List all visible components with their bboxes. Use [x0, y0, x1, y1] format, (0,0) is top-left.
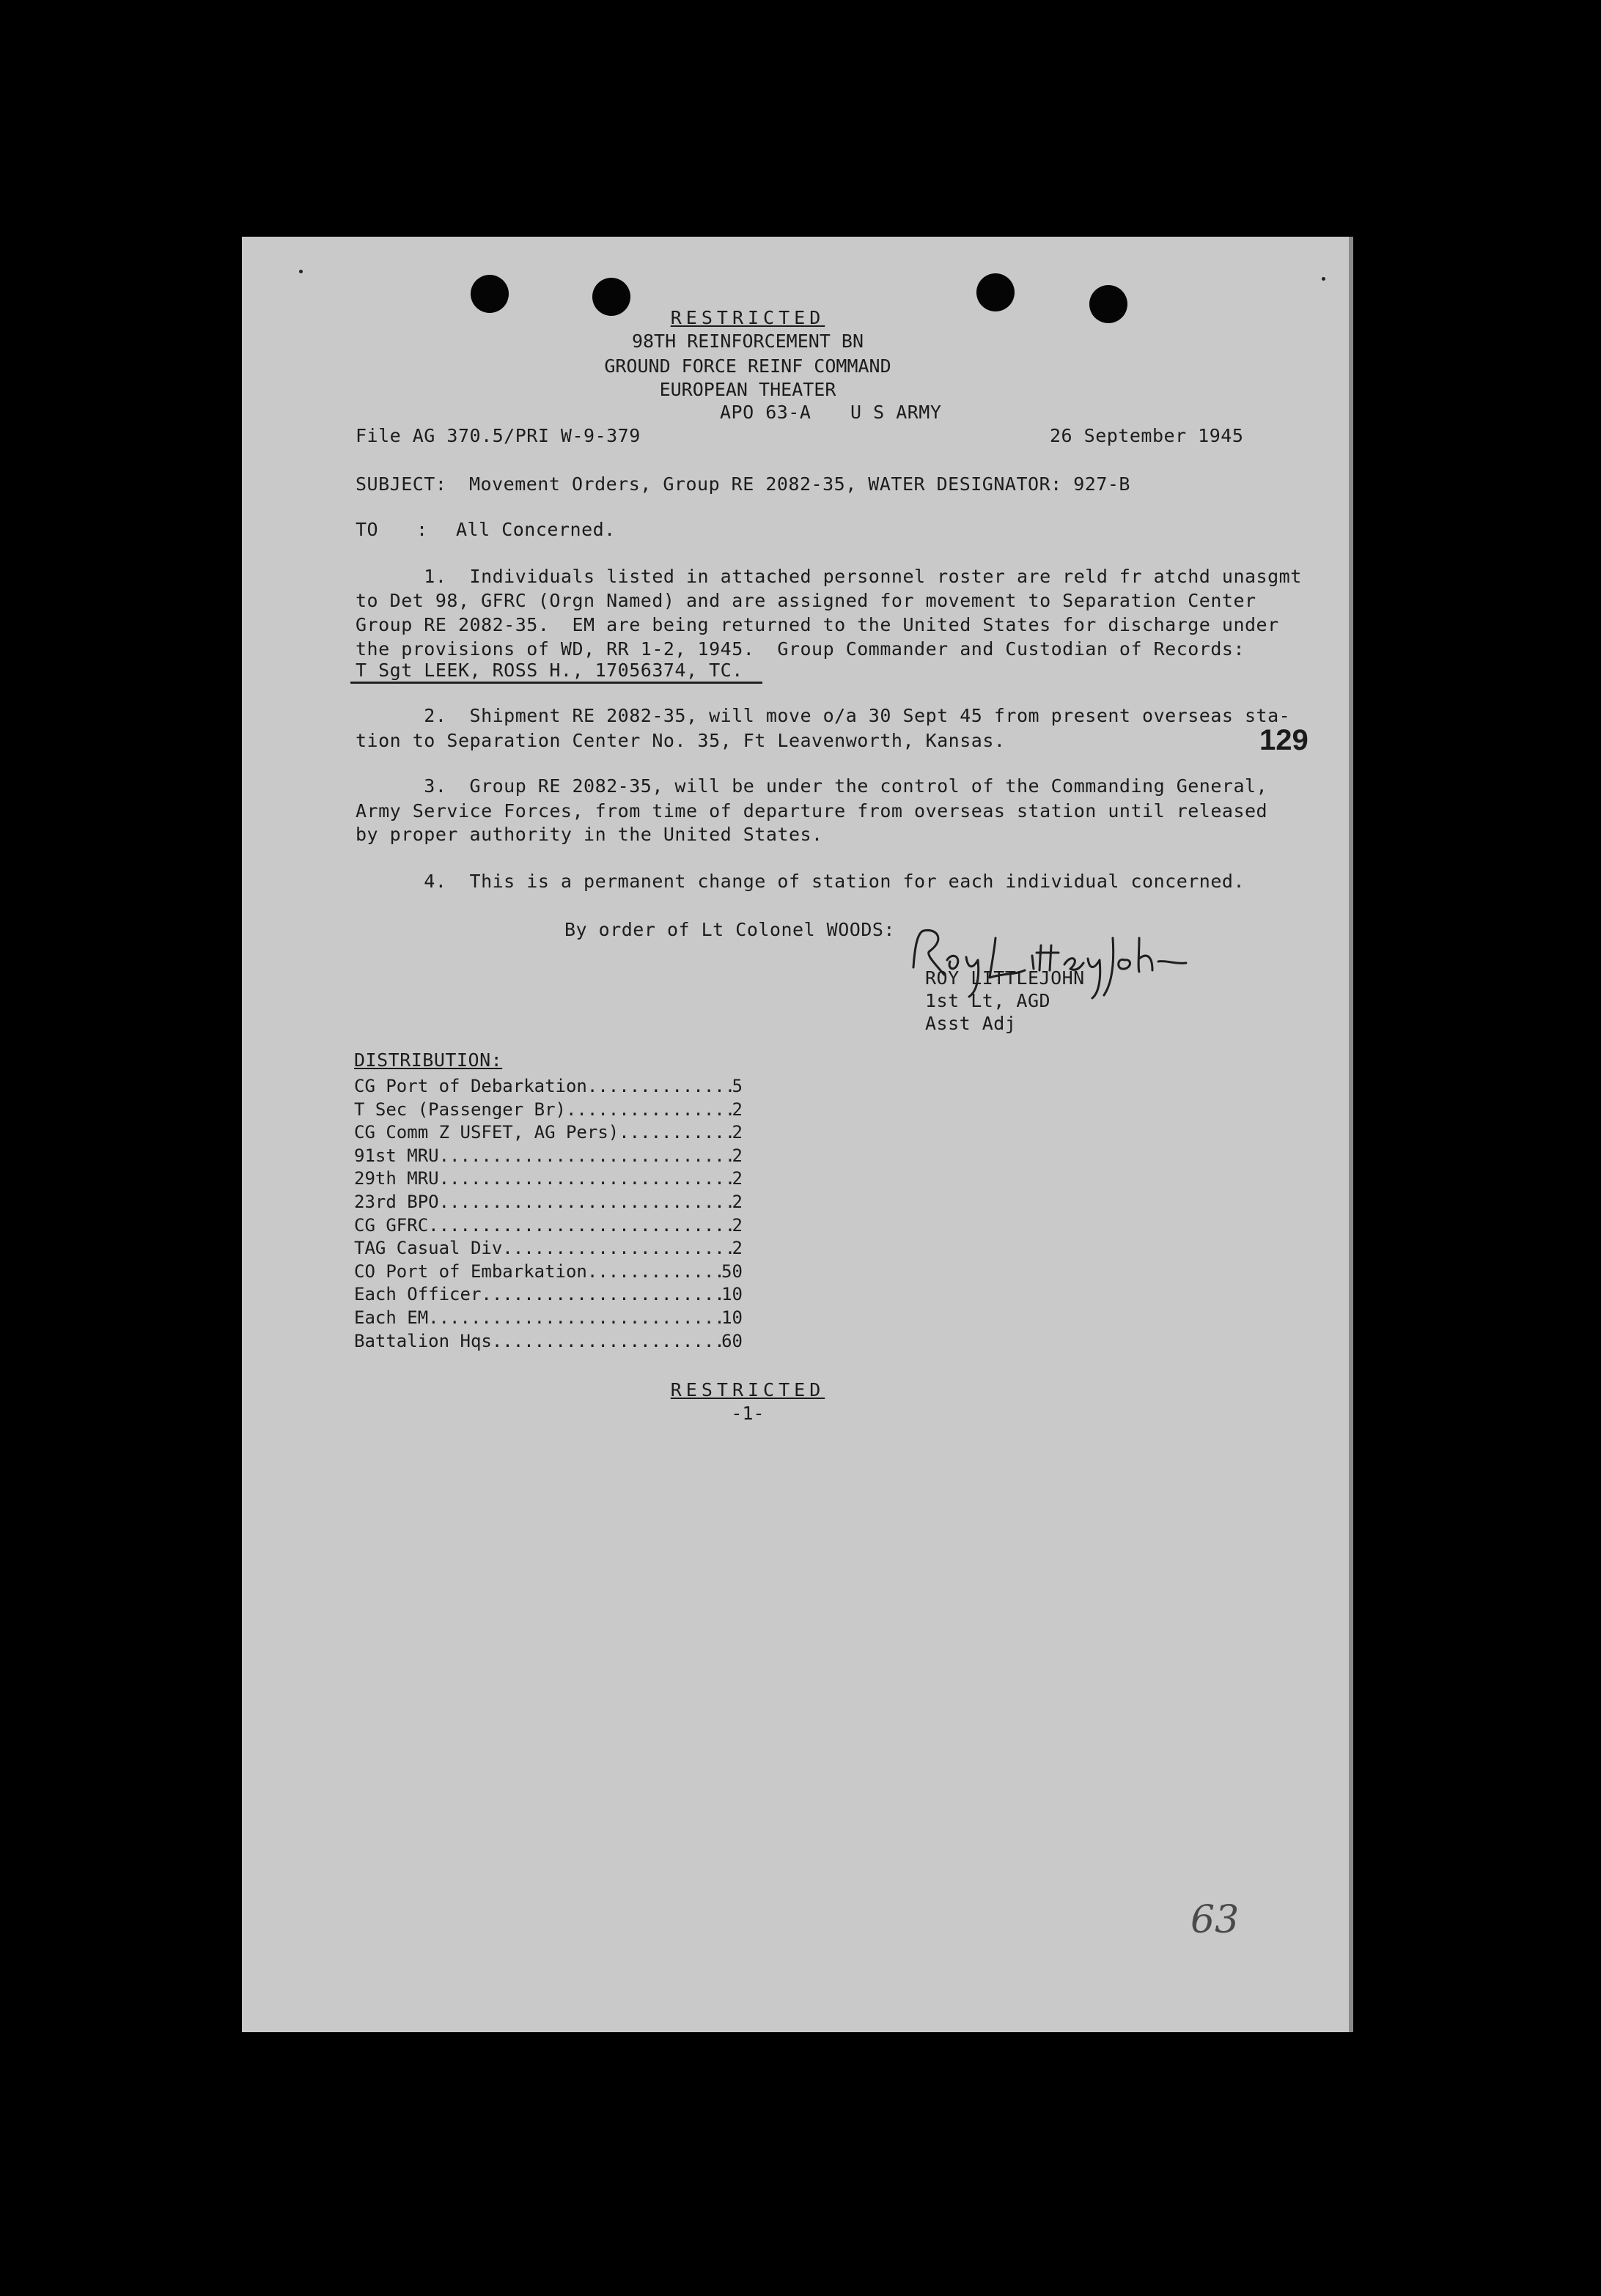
distribution-row — [354, 1329, 743, 1353]
paragraph-1-line: the provisions of WD, RR 1-2, 1945. Group Commander and Custodian of Records: — [356, 638, 1245, 660]
paragraph-2-line: tion to Separation Center No. 35, Ft Leavenworth, Kansas. — [356, 730, 1006, 751]
classification-top: RESTRICTED — [670, 307, 825, 328]
speck — [299, 270, 303, 273]
distribution-recipient: 91st MRU — [354, 1145, 439, 1166]
leader-dots — [439, 1167, 732, 1190]
distribution-count: 2 — [732, 1192, 743, 1212]
distribution-count: 2 — [732, 1122, 743, 1143]
distribution-count: 2 — [732, 1168, 743, 1189]
subject-text: Movement Orders, Group RE 2082-35, WATER DESIGNATOR: 927-B — [469, 473, 1130, 495]
order-authority: By order of Lt Colonel WOODS: — [564, 919, 895, 940]
leader-dots — [492, 1329, 721, 1353]
distribution-count: 2 — [732, 1214, 743, 1236]
distribution-row — [354, 1098, 743, 1121]
distribution-count: 10 — [721, 1307, 743, 1328]
distribution-count: 2 — [732, 1145, 743, 1166]
distribution-recipient: Each Officer — [354, 1284, 482, 1305]
army-label: U S ARMY — [850, 402, 942, 423]
leader-dots — [439, 1190, 732, 1214]
distribution-count: 50 — [721, 1260, 743, 1282]
leader-dots — [619, 1121, 732, 1144]
margin-stamp-number: 129 — [1259, 724, 1309, 756]
distribution-recipient: TAG Casual Div — [354, 1238, 503, 1259]
paragraph-1-line: Group RE 2082-35. EM are being returned to the United States for discharge under — [356, 614, 1279, 635]
unit-name: 98TH REINFORCEMENT BN — [631, 331, 864, 352]
to-label: TO — [356, 519, 379, 540]
command-name: GROUND FORCE REINF COMMAND — [604, 355, 891, 377]
distribution-recipient: CG Port of Debarkation — [354, 1076, 587, 1096]
distribution-row — [354, 1121, 743, 1144]
distribution-count: 10 — [721, 1284, 743, 1305]
distribution-heading: DISTRIBUTION: — [354, 1049, 503, 1071]
distribution-recipient: 29th MRU — [354, 1168, 439, 1189]
to-text: All Concerned. — [456, 519, 616, 540]
paragraph-3-line: by proper authority in the United States. — [356, 824, 823, 845]
distribution-count: 5 — [732, 1076, 743, 1096]
punch-hole — [471, 275, 509, 313]
handwritten-page-number: 63 — [1190, 1898, 1240, 1942]
distribution-recipient: Each EM — [354, 1307, 429, 1328]
punch-hole — [1089, 285, 1127, 323]
paragraph-3-line: Army Service Forces, from time of departure from overseas station until released — [356, 800, 1268, 822]
distribution-recipient: CG GFRC — [354, 1214, 429, 1236]
leader-dots — [439, 1144, 732, 1167]
paragraph-1-line: to Det 98, GFRC (Orgn Named) and are assigned for movement to Separation Center — [356, 590, 1256, 611]
distribution-recipient: CO Port of Embarkation — [354, 1260, 587, 1282]
signer-name: ROY LITTLEJOHN — [925, 967, 1085, 989]
leader-dots — [428, 1214, 732, 1237]
leader-dots — [566, 1098, 732, 1121]
distribution-row — [354, 1074, 743, 1098]
to-separator: : — [416, 519, 428, 540]
signer-title: Asst Adj — [925, 1013, 1017, 1034]
distribution-count: 60 — [721, 1330, 743, 1351]
distribution-recipient: 23rd BPO — [354, 1192, 439, 1212]
distribution-recipient: CG Comm Z USFET, AG Pers) — [354, 1122, 619, 1143]
apo-number: APO 63-A — [720, 402, 811, 423]
distribution-count: 2 — [732, 1238, 743, 1259]
paragraph-4-line: 4. This is a permanent change of station for each individual concerned. — [356, 871, 1245, 892]
distribution-recipient: T Sec (Passenger Br) — [354, 1099, 566, 1120]
classification-bottom: RESTRICTED — [670, 1379, 825, 1400]
leader-dots — [481, 1282, 721, 1306]
punch-hole — [976, 273, 1015, 311]
distribution-count: 2 — [732, 1099, 743, 1120]
hand-underline — [350, 682, 762, 684]
distribution-row — [354, 1260, 743, 1283]
distribution-row — [354, 1214, 743, 1237]
page-number: -1- — [731, 1403, 765, 1424]
distribution-row — [354, 1306, 743, 1329]
group-commander-name: T Sgt LEEK, ROSS H., 17056374, TC. — [356, 660, 743, 681]
leader-dots — [587, 1260, 721, 1283]
signer-rank: 1st Lt, AGD — [925, 990, 1051, 1011]
paragraph-2-line: 2. Shipment RE 2082-35, will move o/a 30 Sept 45 from present overseas sta- — [356, 705, 1291, 726]
distribution-recipient: Battalion Hqs — [354, 1330, 492, 1351]
leader-dots — [587, 1074, 732, 1098]
distribution-row — [354, 1167, 743, 1190]
distribution-row — [354, 1144, 743, 1167]
leader-dots — [502, 1236, 732, 1260]
distribution-row — [354, 1236, 743, 1260]
subject-label: SUBJECT: — [356, 473, 447, 495]
document-date: 26 September 1945 — [1050, 425, 1244, 446]
leader-dots — [428, 1306, 721, 1329]
file-reference: File AG 370.5/PRI W-9-379 — [356, 425, 641, 446]
speck — [1322, 277, 1325, 281]
paragraph-3-line: 3. Group RE 2082-35, will be under the control of the Commanding General, — [356, 775, 1268, 797]
paragraph-1-line: 1. Individuals listed in attached personnel roster are reld fr atchd unasgmt — [356, 566, 1302, 587]
distribution-row — [354, 1282, 743, 1306]
distribution-row — [354, 1190, 743, 1214]
theater-name: EUROPEAN THEATER — [659, 379, 836, 400]
